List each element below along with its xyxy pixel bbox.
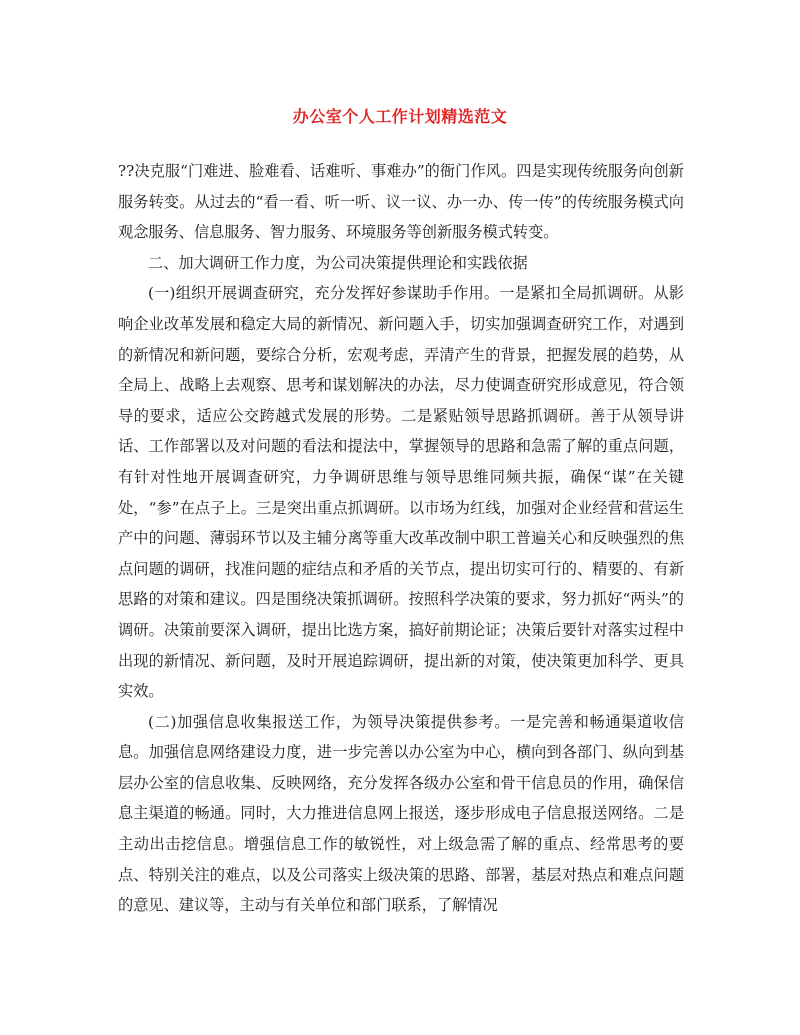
document-body: [118, 156, 684, 921]
document-title: 办公室个人工作计划精选范文: [292, 107, 508, 126]
paragraph-continuation: ??决克服“门难进、脸难看、话难听、事难办”的衙门作风。四是实现传统服务向创新服务转变。从过去的“看一看、听一听、议一议、办一办、传一传”的传统服务模式向观念服务、信息服务、智力服务、环境服务等创新服务模式转变。: [118, 162, 684, 242]
paragraph-information: (二)加强信息收集报送工作，为领导决策提供参考。一是完善和畅通渠道收信息。加强信息网络建设力度，进一步完善以办公室为中心，横向到各部门、纵向到基层办公室的信息收集、反映网络，充分发挥各级办公室和骨干信息员的作用，确保信息主渠道的畅通。同时，大力推进信息网上报送，逐步形成电子信息报送网络。二是主动出击挖信息。增强信息工作的敏锐性，对上级急需了解的重点、经常思考的要点、特别关注的难点，以及公司落实上级决策的思路、部署，基层对热点和难点问题的意见、建议等，主动与有关单位和部门联系，了解情况: [118, 712, 684, 915]
section-heading-research: 二、加大调研工作力度，为公司决策提供理论和实践依据: [148, 253, 528, 272]
paragraph-research: (一)组织开展调查研究，充分发挥好参谋助手作用。一是紧扣全局抓调研。从影响企业改革发展和稳定大局的新情况、新问题入手，切实加强调查研究工作，对遇到的新情况和新问题，要综合分析，宏观考虑，弄清产生的背景，把握发展的趋势，从全局上、战略上去观察、思考和谋划解决的办法，尽力使调查研究形成意见，符合领导的要求，适应公交跨越式发展的形势。二是紧贴领导思路抓调研。善于从领导讲话、工作部署以及对问题的看法和提法中，掌握领导的思路和急需了解的重点问题，有针对性地开展调查研究，力争调研思维与领导思维同频共振，确保“谋”在关键处，“参”在点子上。三是突出重点抓调研。以市场为红线，加强对企业经营和营运生产中的问题、薄弱环节以及主辅分离等重大改革改制中职工普遍关心和反映强烈的焦点问题的调研，找准问题的症结点和矛盾的关节点，提出切实可行的、精要的、有新思路的对策和建议。四是围绕决策抓调研。按照科学决策的要求，努力抓好“两头”的调研。决策前要深入调研，提出比选方案，搞好前期论证；决策后要针对落实过程中出现的新情况、新问题，及时开展追踪调研，提出新的对策，使决策更加科学、更具实效。: [118, 284, 684, 701]
